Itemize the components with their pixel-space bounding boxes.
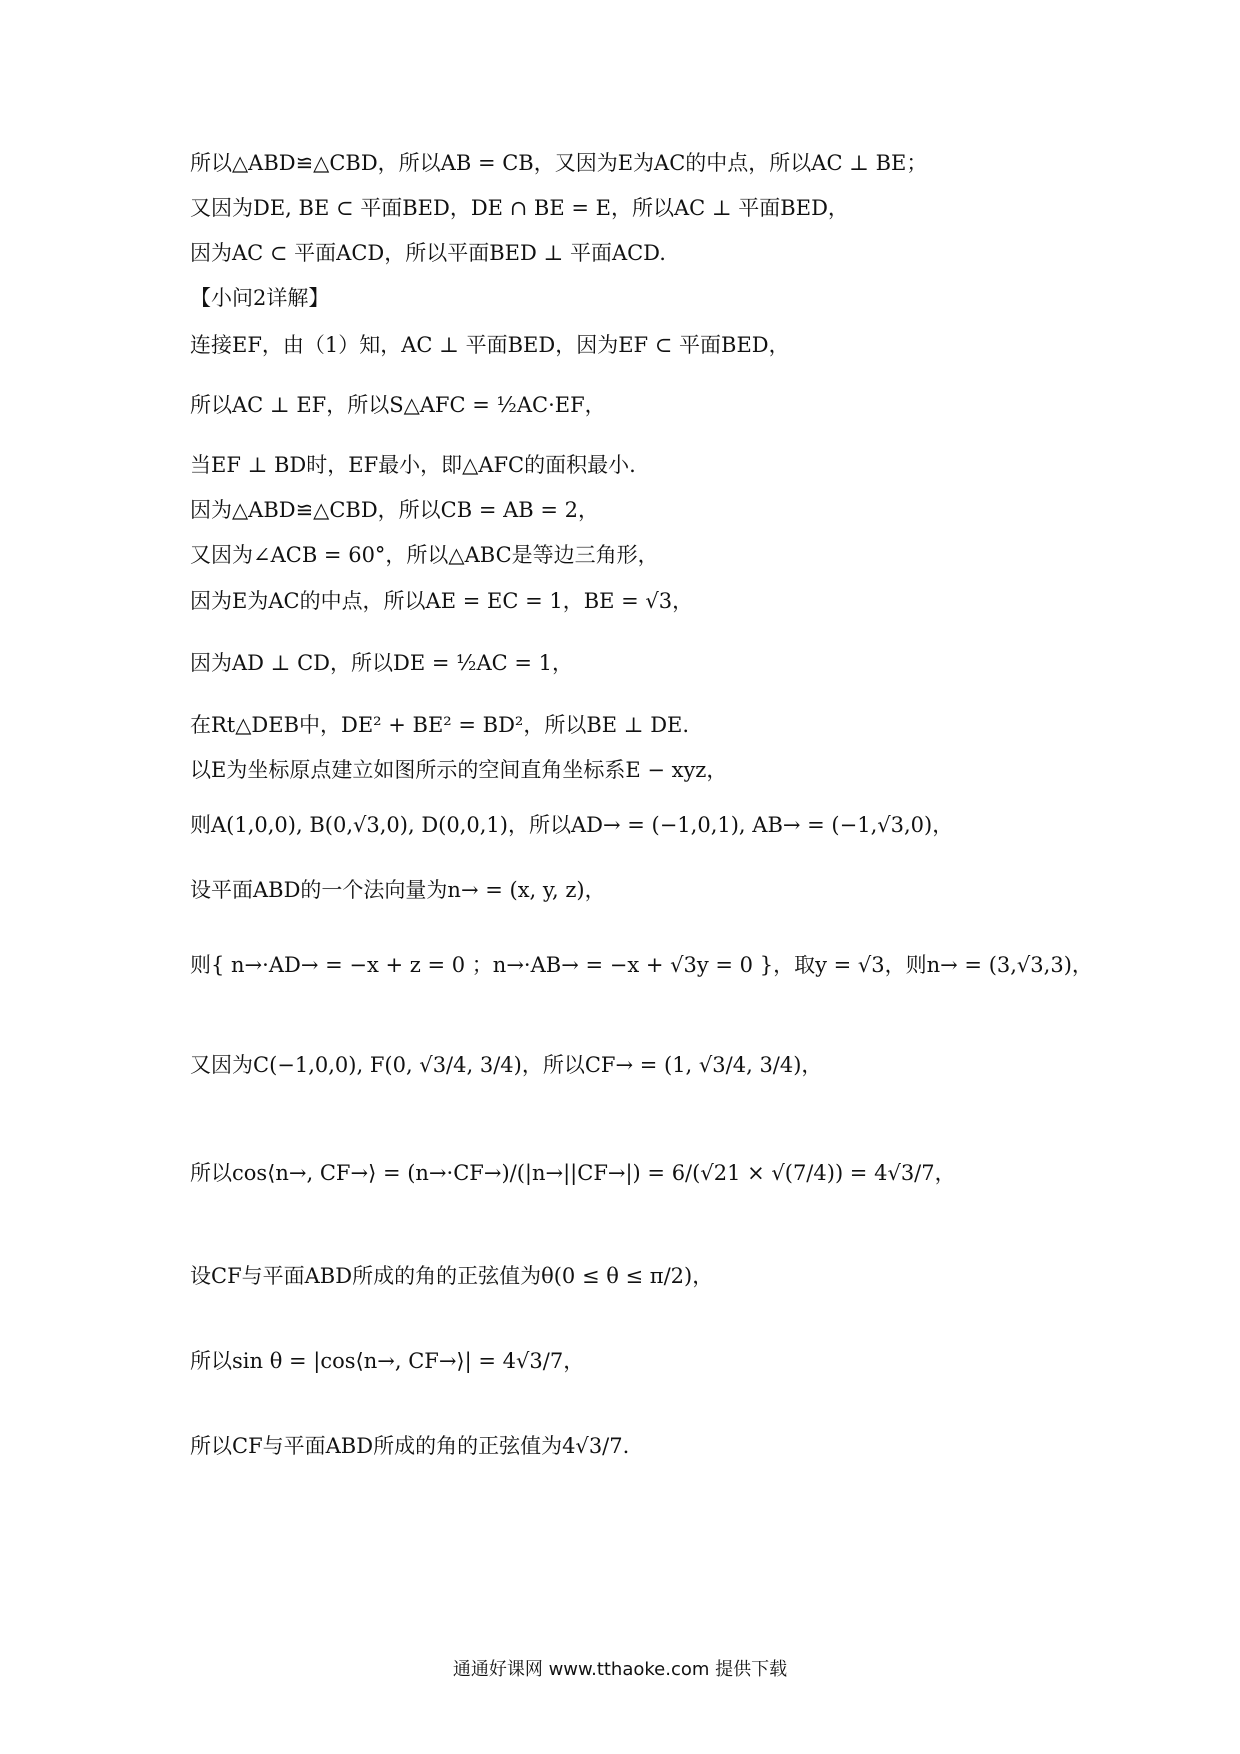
text-line-10: 因为E为AC的中点，所以AE = EC = 1，BE = √3， <box>190 589 694 613</box>
section-heading: 【小问2详解】 <box>190 286 330 310</box>
text-line-16: 则{ n→·AD→ = −x + z = 0 ；n→·AB→ = −x + √3y = 0 }，取y = √3，则n→ = (3,√3,3)， <box>190 953 1093 977</box>
text-line-12: 在Rt△DEB中，DE² + BE² = BD²，所以BE ⊥ DE. <box>190 713 690 737</box>
text-line-6: 所以AC ⊥ EF，所以S△AFC = ½AC·EF， <box>190 393 606 417</box>
text-line-7: 当EF ⊥ BD时，EF最小，即△AFC的面积最小. <box>190 453 636 477</box>
text-line-20: 所以sin θ = |cos⟨n→, CF→⟩| = 4√3/7， <box>190 1349 585 1373</box>
text-line-19: 设CF与平面ABD所成的角的正弦值为θ(0 ≤ θ ≤ π/2)， <box>190 1264 714 1288</box>
text-line-2: 又因为DE, BE ⊂ 平面BED，DE ∩ BE = E，所以AC ⊥ 平面BED， <box>190 196 849 220</box>
text-line-13: 以E为坐标原点建立如图所示的空间直角坐标系E − xyz， <box>190 758 728 782</box>
text-line-15: 设平面ABD的一个法向量为n→ = (x, y, z)， <box>190 878 606 902</box>
text-line-17: 又因为C(−1,0,0), F(0, √3/4, 3/4)，所以CF→ = (1, √3/4, 3/4)， <box>190 1053 823 1077</box>
text-line-8: 因为△ABD≌△CBD，所以CB = AB = 2， <box>190 498 600 522</box>
text-line-5: 连接EF，由（1）知，AC ⊥ 平面BED，因为EF ⊂ 平面BED， <box>190 333 790 357</box>
text-line-18: 所以cos⟨n→, CF→⟩ = (n→·CF→)/(|n→||CF→|) = 6/(√21 × √(7/4)) = 4√3/7， <box>190 1161 956 1185</box>
text-line-14: 则A(1,0,0), B(0,√3,0), D(0,0,1)，所以AD→ = (−1,0,1), AB→ = (−1,√3,0)， <box>190 813 954 837</box>
text-line-9: 又因为∠ACB = 60°，所以△ABC是等边三角形， <box>190 543 659 567</box>
page-footer: 通通好课网 www.tthaoke.com 提供下载 <box>452 1659 788 1680</box>
text-line-11: 因为AD ⊥ CD，所以DE = ½AC = 1， <box>190 651 574 675</box>
text-line-3: 因为AC ⊂ 平面ACD，所以平面BED ⊥ 平面ACD. <box>190 241 666 265</box>
text-line-1: 所以△ABD≌△CBD，所以AB = CB，又因为E为AC的中点，所以AC ⊥ BE； <box>190 151 928 175</box>
text-line-21: 所以CF与平面ABD所成的角的正弦值为4√3/7. <box>190 1434 630 1458</box>
